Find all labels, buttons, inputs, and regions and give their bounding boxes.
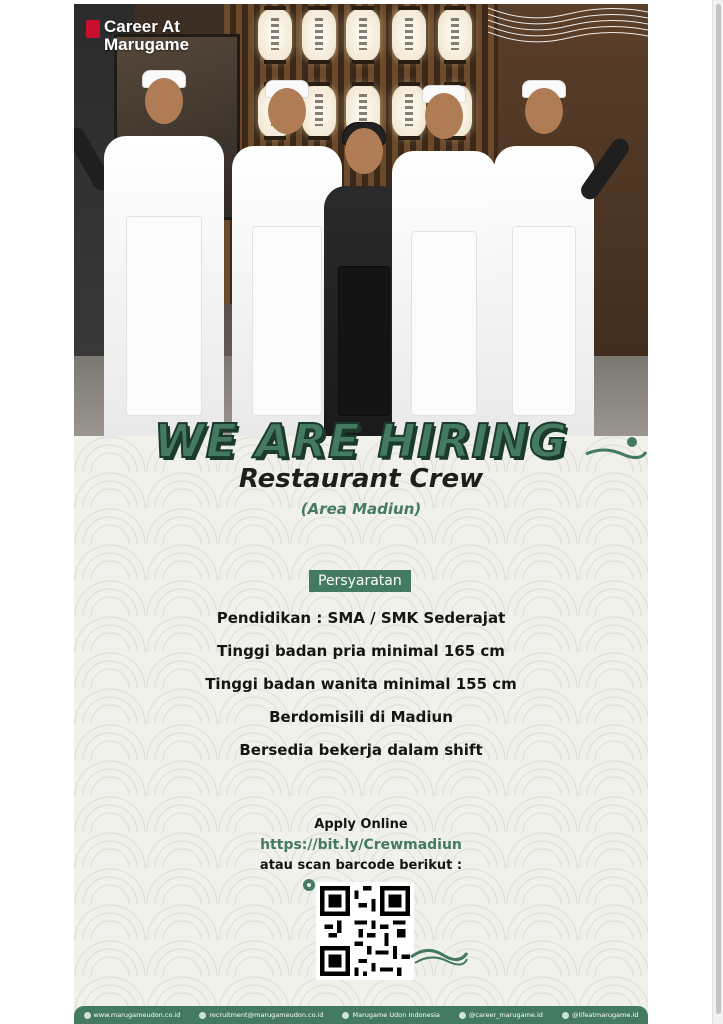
contact-footer <box>74 1006 648 1024</box>
scan-instruction: atau scan barcode berikut : <box>259 858 463 873</box>
lantern-icon <box>392 84 426 138</box>
brand-logo <box>86 18 189 54</box>
qr-code[interactable] <box>316 882 414 980</box>
flower-ornament-icon <box>302 878 316 892</box>
hiring-poster <box>74 4 648 1024</box>
lantern-icon <box>346 8 380 62</box>
requirement-item: Pendidikan : SMA / SMK Sederajat <box>216 609 506 627</box>
area-label: (Area Madiun) <box>300 500 422 518</box>
marugame-logo-icon <box>86 20 100 38</box>
footer-website[interactable]: www.marugameudon.co.id <box>84 1011 181 1019</box>
scrollbar-thumb[interactable] <box>716 4 721 1014</box>
instagram-icon <box>459 1012 466 1019</box>
footer-linkedin[interactable]: Marugame Udon Indonesia <box>342 1011 439 1019</box>
requirement-item: Tinggi badan pria minimal 165 cm <box>217 642 505 660</box>
role-title: Restaurant Crew <box>238 464 484 494</box>
requirement-item: Bersedia bekerja dalam shift <box>239 741 483 759</box>
apply-title: Apply Online <box>314 817 408 832</box>
wave-lines-icon <box>488 4 648 54</box>
crew-photo <box>74 4 648 436</box>
email-icon <box>199 1012 206 1019</box>
apply-link[interactable]: https://bit.ly/Crewmadiun <box>260 837 462 853</box>
crew-member <box>494 146 594 436</box>
requirements-badge: Persyaratan <box>309 570 411 592</box>
linkedin-icon <box>342 1012 349 1019</box>
lantern-icon <box>392 8 426 62</box>
lantern-icon <box>438 8 472 62</box>
lantern-icon <box>302 8 336 62</box>
footer-email[interactable]: recruitment@marugameudon.co.id <box>199 1011 323 1019</box>
crew-member <box>104 136 224 436</box>
wave-ornament-icon <box>409 939 469 969</box>
footer-instagram-career[interactable]: @career_marugame.id <box>459 1011 543 1019</box>
globe-icon <box>84 1012 91 1019</box>
footer-instagram-life[interactable]: @lifeatmarugame.id <box>562 1011 638 1019</box>
brand-title: Career At Marugame <box>104 17 190 54</box>
hiring-headline: WE ARE HIRING <box>153 414 569 468</box>
page-scrollbar[interactable] <box>712 0 723 1024</box>
requirement-item: Tinggi badan wanita minimal 155 cm <box>205 675 517 693</box>
crew-member <box>392 151 496 436</box>
qr-code-icon <box>320 886 410 976</box>
requirements-list <box>74 602 648 767</box>
instagram-icon <box>562 1012 569 1019</box>
lantern-icon <box>258 8 292 62</box>
requirement-item: Berdomisili di Madiun <box>269 708 453 726</box>
